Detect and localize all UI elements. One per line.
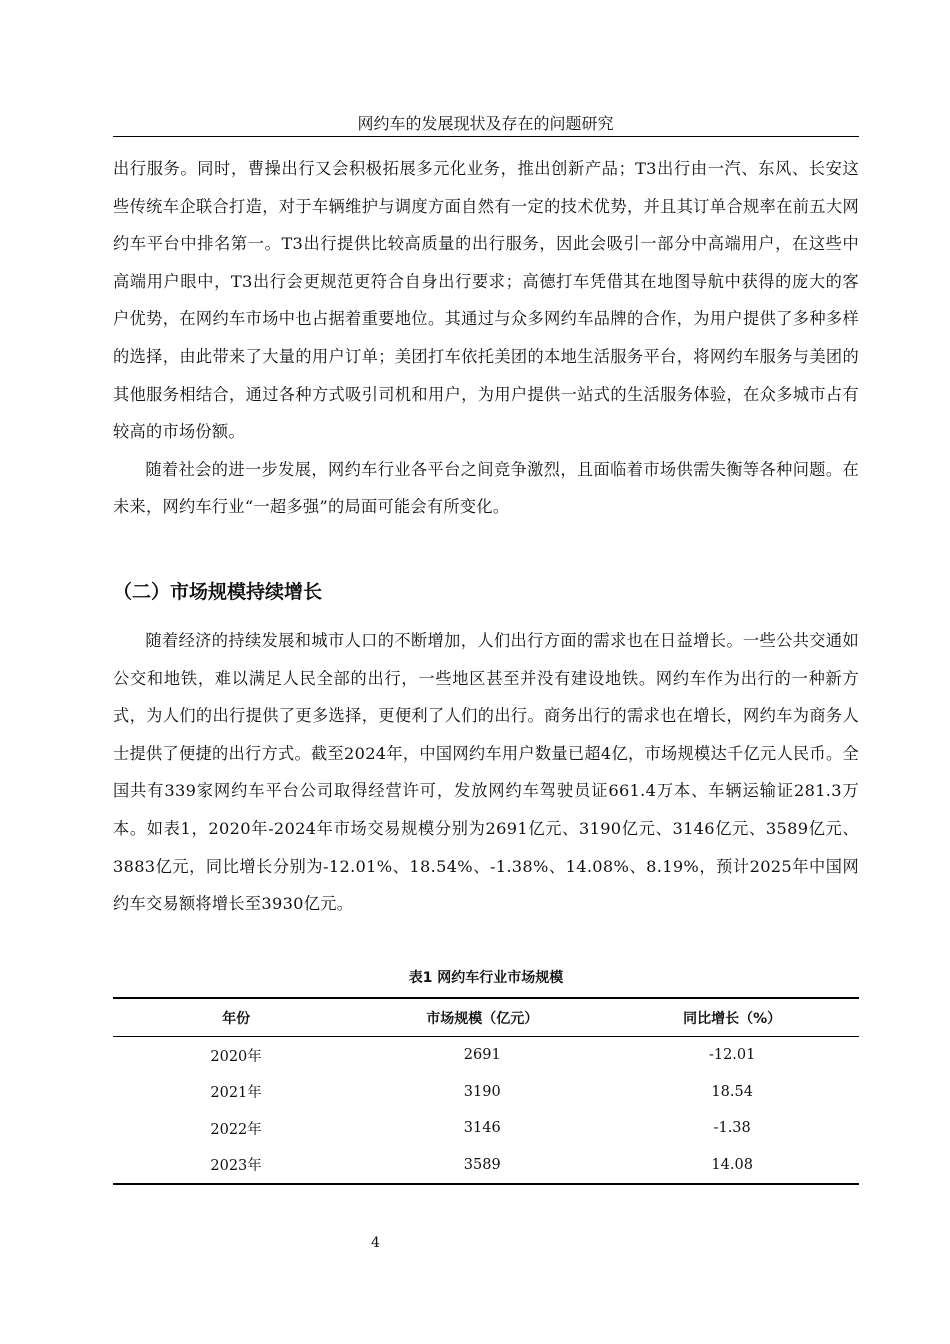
table-row xyxy=(113,1147,859,1185)
body-text-market xyxy=(113,622,859,923)
header-market-size: 市场规模（亿元） xyxy=(359,998,605,1037)
paragraph-competition: 随着社会的进一步发展，网约车行业各平台之间竞争激烈，且面临着市场供需失衡等各种问题。在未来，网约车行业“一超多强”的局面可能会有所变化。 xyxy=(113,459,859,517)
cell-year: 2022年 xyxy=(210,1121,262,1138)
header-yoy-growth: 同比增长（%） xyxy=(605,998,859,1037)
running-header-title: 网约车的发展现状及存在的问题研究 xyxy=(357,114,614,133)
cell-year: 2021年 xyxy=(210,1085,262,1102)
table-header-row xyxy=(113,998,859,1037)
cell-yoy-growth: 14.08 xyxy=(605,1147,859,1185)
data-table xyxy=(113,997,859,1185)
paragraph-market-scale: 随着经济的持续发展和城市人口的不断增加，人们出行方面的需求也在日益增长。一些公共交通如公交和地铁，难以满足人民全部的出行，一些地区甚至并没有建设地铁。网约车作为出行的一种新方式，为人们的出行提供了更多选择，更便利了人们的出行。商务出行的需求也在增长，网约车为商务人士提供了便捷的出行方式。截至2024年，中国网约车用户数量已超4亿，市场规模达千亿元人民币。全国共有339家网约车平台公司取得经营许可，发放网约车驾驶员证661.4万本、车辆运输证281.3万本。如表1，2020年-2024年市场交易规模分别为2691亿元、3190亿元、3146亿元、3589亿元、3883亿元，同比增长分别为-12.01%、18.54%、-1.38%、14.08%、8.19%，预计2025年中国网约车交易额将增长至3930亿元。 xyxy=(113,631,859,914)
table-caption: 表1 网约车行业市场规模 xyxy=(408,970,564,986)
section-heading: （二）市场规模持续增长 xyxy=(113,581,323,603)
header-rule xyxy=(113,136,859,137)
cell-yoy-growth: 18.54 xyxy=(711,1083,753,1100)
cell-market-size: 3190 xyxy=(463,1083,501,1100)
market-size-table xyxy=(113,997,859,1185)
cell-year: 2023年 xyxy=(113,1147,359,1185)
cell-market-size: 2691 xyxy=(463,1047,501,1064)
page-number: 4 xyxy=(371,1235,380,1251)
cell-market-size: 3589 xyxy=(359,1147,605,1185)
table-row xyxy=(113,1110,859,1147)
cell-yoy-growth: -12.01 xyxy=(708,1047,756,1064)
paragraph-platforms: 出行服务。同时，曹操出行又会积极拓展多元化业务，推出创新产品；T3出行由一汽、东风、长安这些传统车企联合打造，对于车辆维护与调度方面自然有一定的技术优势，并且其订单合规率在前五大网约车平台中排名第一。T3出行提供比较高质量的出行服务，因此会吸引一部分中高端用户，在这些中高端用户眼中，T3出行会更规范更符合自身出行要求；高德打车凭借其在地图导航中获得的庞大的客户优势，在网约车市场中也占据着重要地位。其通过与众多网约车品牌的合作，为用户提供了多种多样的选择，由此带来了大量的用户订单；美团打车依托美团的本地生活服务平台，将网约车服务与美团的其他服务相结合，通过各种方式吸引司机和用户，为用户提供一站式的生活服务体验，在众多城市占有较高的市场份额。 xyxy=(113,159,859,442)
table-row xyxy=(113,1037,859,1074)
body-text-top xyxy=(113,150,859,526)
header-year: 年份 xyxy=(113,998,359,1037)
cell-year: 2020年 xyxy=(210,1048,262,1065)
cell-market-size: 3146 xyxy=(463,1120,501,1137)
table-row xyxy=(113,1074,859,1111)
cell-yoy-growth: -1.38 xyxy=(713,1120,751,1137)
